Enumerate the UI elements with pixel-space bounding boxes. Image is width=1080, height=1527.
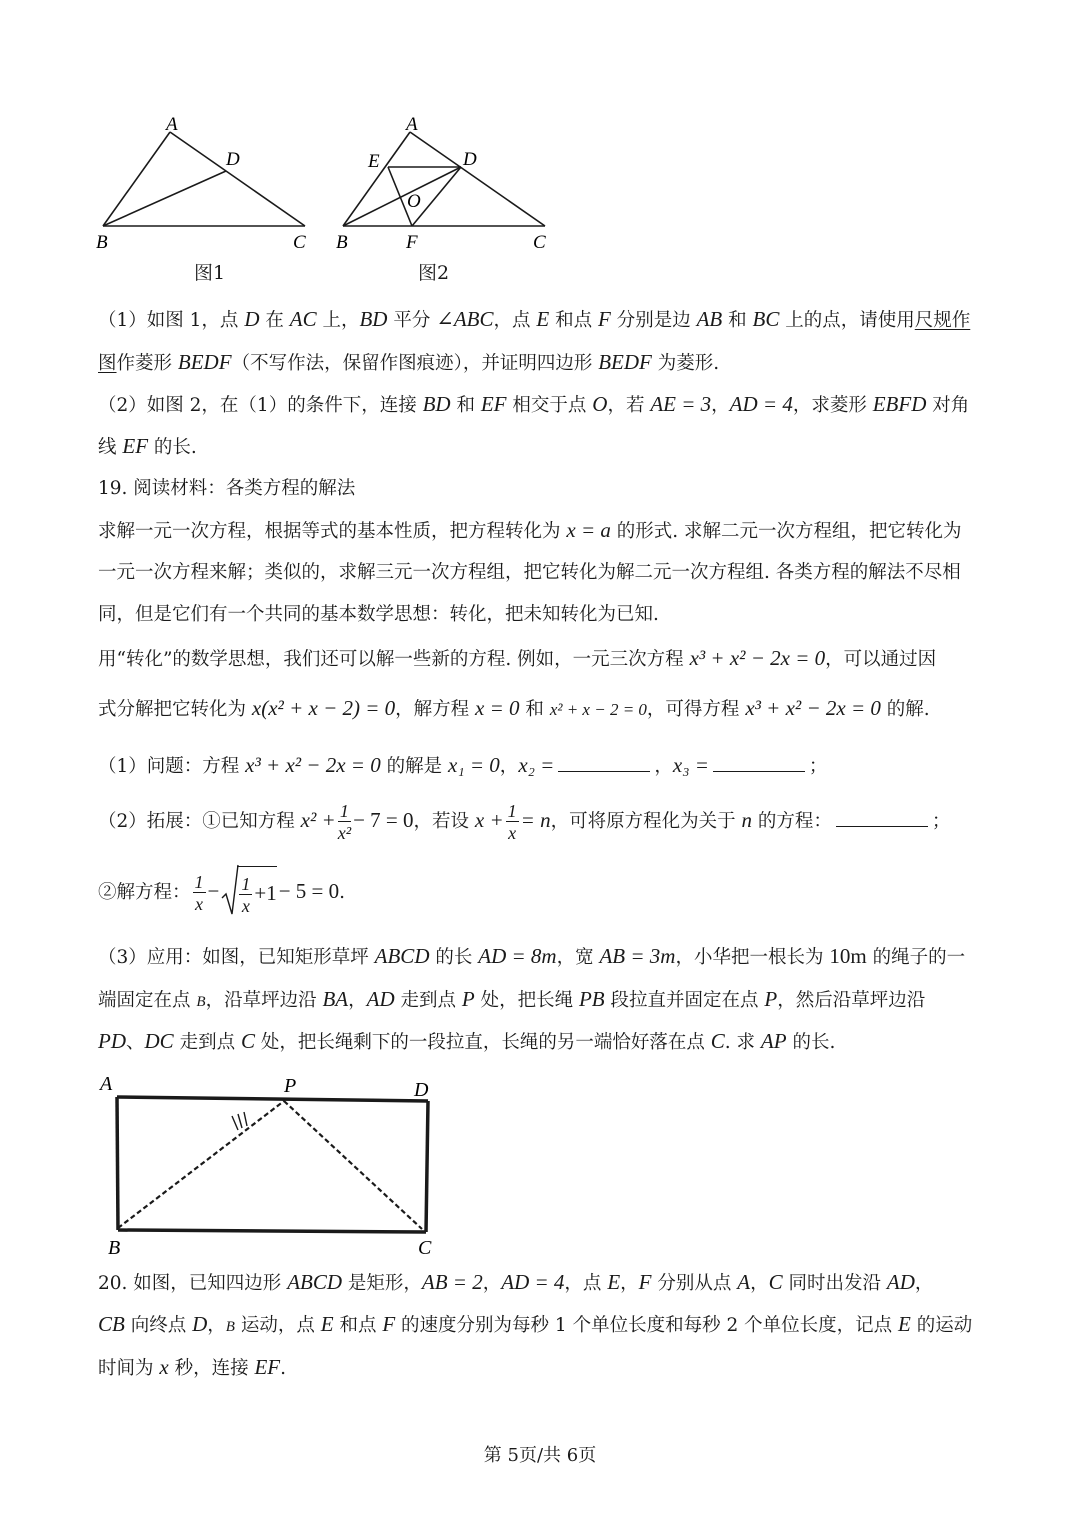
rect-label-p: P [284,1075,297,1097]
q19-part3-line3: PD、DC 走到点 C 处，把长绳剩下的一段拉直，长绳的另一端恰好落在点 C. 求 AP 的长. [98,1029,836,1053]
x2-answer-blank[interactable] [558,753,650,772]
q19-para2-line1: 用“转化”的数学思想，我们还可以解一些新的方程. 例如，一元三次方程 x³ + x² − 2x = 0，可以通过因 [98,646,937,670]
q20-line1: 20. 如图，已知四边形 ABCD 是矩形，AB = 2，AD = 4，点 E，F 分别从点 A，C 同时出发沿 AD， [98,1270,934,1294]
rect-side-ab [117,1097,118,1230]
fig2-side-ac [410,132,545,226]
rect-label-b: B [108,1237,121,1258]
rect-label-d: D [414,1079,429,1101]
radical-sign-icon [221,864,239,918]
angle-marks [232,1112,247,1130]
fig2-diagonal-bd [343,167,461,226]
q19-part1: （1）问题：方程 x³ + x² − 2x = 0 的解是 x₁ = 0，x₂ = ，x₃ = ； [98,753,828,777]
figure-2 [330,110,560,255]
fraction-1-over-x: $\frac{1}{x}$ [507,800,517,843]
q19-part2-item1: （2）拓展：①已知方程 x² + $\frac{1}{\text{x²}}$ − 7 = 0，若设 x + $\frac{1}{x}$ = n，可将原方程化为关于 n 的方程： ； [98,800,951,843]
page-footer: 第 5页/共 6页 [483,1445,597,1466]
rope-segment-pc [284,1101,422,1229]
figure-1 [90,110,320,255]
square-root: $\frac{1}{x}$ +1 [221,866,276,920]
rect-side-dc [426,1101,428,1232]
rect-side-bc [118,1230,426,1232]
fig1-label-b: B [96,232,108,253]
fig1-segment-bd [103,171,226,226]
rect-label-a: A [100,1073,113,1095]
fraction-1-over-x-b: $\frac{1}{x}$ [194,871,204,914]
q20-line3: 时间为 x 秒，连接 EF. [98,1355,287,1379]
n-equation-answer-blank[interactable] [836,808,928,827]
q19-para2-line2: 式分解把它转化为 x(x² + x − 2) = 0，解方程 x = 0 和 x² + x − 2 = 0，可得方程 x³ + x² − 2x = 0 的解. [98,696,930,720]
fig1-label-d: D [226,149,240,170]
fig2-label-o: O [407,191,421,212]
fig1-caption: 图1 [194,262,226,284]
q18-part2-line1: （2）如图 2，在（1）的条件下，连接 BD 和 EF 相交于点 O，若 AE = 3，AD = 4，求菱形 EBFD 对角 [98,392,970,416]
rect-label-c: C [418,1237,432,1258]
fig2-label-d: D [463,149,477,170]
fig2-label-f: F [406,232,418,253]
q18-part1-line1: （1）如图 1，点 D 在 AC 上，BD 平分 ∠ABC，点 E 和点 F 分别是边 AB 和 BC 上的点，请使用尺规作 [98,307,971,331]
fig2-side-ab [343,132,410,226]
fig1-label-a: A [166,114,178,135]
fig2-label-b: B [336,232,348,253]
lawn-rectangle-figure [92,1068,452,1258]
fig2-label-e: E [368,151,380,172]
fig2-label-c: C [533,232,546,253]
fig1-side-ab [103,132,170,226]
q20-line2: CB 向终点 D，B 运动，点 E 和点 F 的速度分别为每秒 1 个单位长度和每秒 2 个单位长度，记点 E 的运动 [98,1312,973,1336]
fig1-side-ac [170,132,305,226]
rope-segment-pb [118,1101,284,1228]
q19-part3-line2: 端固定在点 B，沿草坪边沿 BA，AD 走到点 P 处，把长绳 PB 段拉直并固定在点 P，然后沿草坪边沿 [98,987,926,1011]
q19-para1-line3: 同，但是它们有一个共同的基本数学思想：转化，把未知转化为已知. [98,604,659,625]
q19-para1-line1: 求解一元一次方程，根据等式的基本性质，把方程转化为 x = a 的形式. 求解二元一次方程组，把它转化为 [98,518,962,542]
q18-part1-line2: 图作菱形 BEDF（不写作法，保留作图痕迹），并证明四边形 BEDF 为菱形. [98,350,720,374]
q18-part2-line2: 线 EF 的长. [98,434,197,458]
rect-side-ad [117,1097,428,1101]
q19-part3-line1: （3）应用：如图，已知矩形草坪 ABCD 的长 AD = 8m，宽 AB = 3m，小华把一根长为 10m 的绳子的一 [98,944,966,968]
x3-answer-blank[interactable] [713,753,805,772]
q19-para1-line2: 一元一次方程来解；类似的，求解三元一次方程组，把它转化为解二元一次方程组. 各类方程的解法不尽相 [98,562,961,583]
fraction-1-over-x-squared: $\frac{1}{\text{x²}}$ [337,800,352,843]
fig2-label-a: A [406,114,418,135]
fig2-caption: 图2 [418,262,450,284]
fig1-label-c: C [293,232,306,253]
q19-title: 19. 阅读材料：各类方程的解法 [98,478,356,499]
q19-part2-item2: ②解方程： $\frac{1}{x}$ − $\frac{1}{x}$ +1− 5 = 0. [98,866,345,920]
